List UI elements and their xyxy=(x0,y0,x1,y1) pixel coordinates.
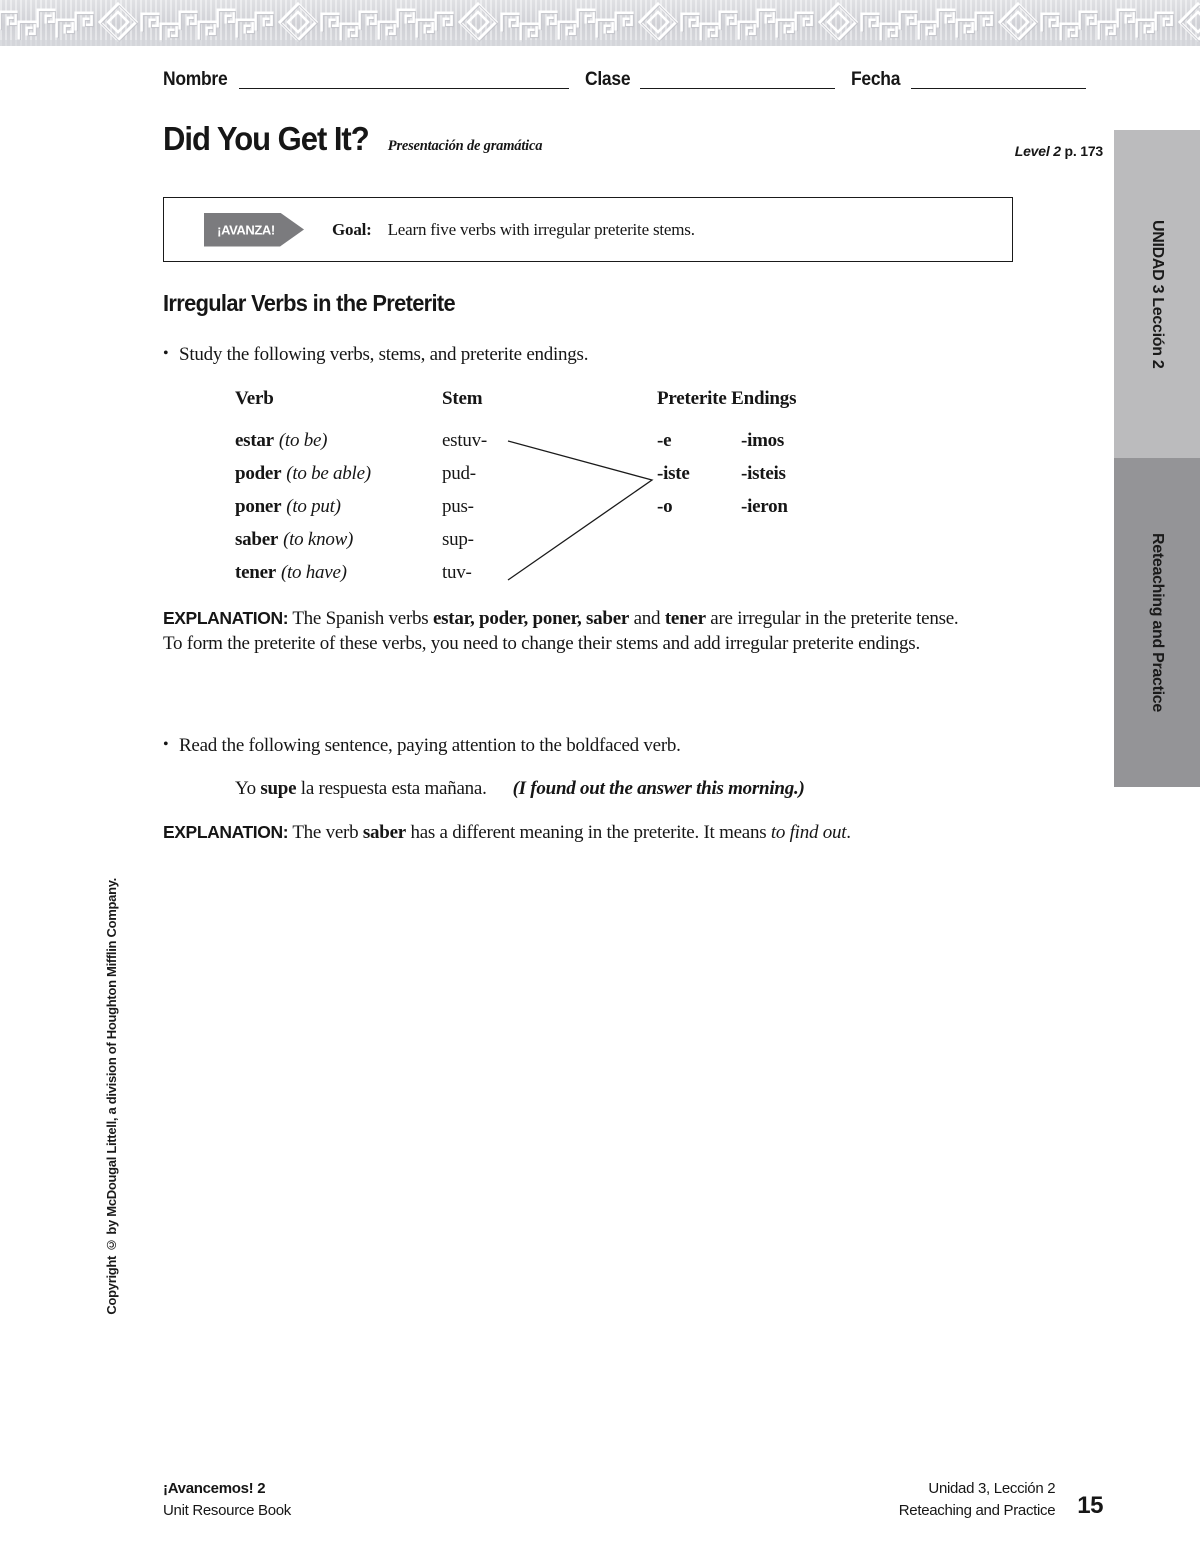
explanation-1-verb-last: tener xyxy=(664,608,706,629)
decorative-header-band xyxy=(0,0,1200,46)
table-row xyxy=(235,562,875,595)
avanza-badge-label: ¡AVANZA! xyxy=(217,222,275,237)
footer-book-subtitle: Unit Resource Book xyxy=(163,1501,291,1519)
explanation-2 xyxy=(163,820,978,845)
table-row xyxy=(235,430,875,463)
nombre-input-line[interactable] xyxy=(239,74,569,89)
preterite-ending-1: -e xyxy=(657,430,672,451)
footer-unit-lesson: Unidad 3, Lección 2 xyxy=(928,1480,1056,1497)
instruction-bullet-2-text: Read the following sentence, paying attention to the boldfaced verb. xyxy=(179,735,681,756)
explanation-1-part-1: The Spanish verbs xyxy=(288,608,433,629)
verb-stem: pud- xyxy=(442,463,476,484)
example-sentence xyxy=(235,778,805,800)
verb-gloss: (to be) xyxy=(278,430,328,451)
preterite-ending-1: -o xyxy=(657,496,673,517)
footer-right xyxy=(899,1478,1056,1522)
title-row xyxy=(163,122,1103,162)
explanation-1-part-3: are irregular in the preterite tense. To form the preterite of these verbs, you need to change their stems and add irregular preterite endings. xyxy=(163,608,959,655)
explanation-2-part-1: The verb xyxy=(288,822,363,843)
bullet-dot-icon: • xyxy=(163,736,169,753)
footer-right-wrap xyxy=(899,1478,1103,1522)
example-spanish xyxy=(235,778,487,799)
table-row xyxy=(235,496,875,529)
aztec-key-pattern-icon xyxy=(0,0,1200,46)
nombre-label: Nombre xyxy=(163,69,228,90)
verb-gloss: (to be able) xyxy=(286,463,371,484)
avanza-badge-icon xyxy=(204,213,304,247)
fecha-label: Fecha xyxy=(851,69,901,90)
side-tab-unit xyxy=(1114,130,1200,458)
explanation-1-verbs: estar, poder, poner, saber xyxy=(432,608,630,629)
explanation-2-italic-end: to find out xyxy=(770,822,847,843)
level-label: Level 2 xyxy=(1014,143,1061,159)
verb-table-header-row xyxy=(235,388,875,410)
preterite-ending-2: -ieron xyxy=(741,496,788,517)
footer-book-title: ¡Avancemos! 2 xyxy=(163,1480,266,1497)
side-tab-section xyxy=(1114,458,1200,787)
verb-gloss: (to know) xyxy=(283,529,354,550)
preterite-ending-2: -imos xyxy=(741,430,785,451)
example-spanish-bold-verb: supe xyxy=(260,778,297,799)
verb-stem: estuv- xyxy=(442,430,487,451)
verb-name: saber xyxy=(235,529,279,550)
instruction-bullet-1-text: Study the following verbs, stems, and preterite endings. xyxy=(179,344,589,365)
goal-box xyxy=(163,197,1013,262)
table-row xyxy=(235,463,875,496)
example-english-translation: (I found out the answer this morning.) xyxy=(512,778,805,799)
explanation-1-tag: EXPLANATION: xyxy=(163,608,289,628)
student-info-row xyxy=(163,70,1103,89)
column-header-stem: Stem xyxy=(442,388,483,409)
level-page: p. 173 xyxy=(1064,143,1103,159)
level-reference xyxy=(1015,143,1103,159)
explanation-2-verb: saber xyxy=(362,822,406,843)
verb-gloss: (to put) xyxy=(286,496,341,517)
verb-name: poder xyxy=(235,463,282,484)
page-footer xyxy=(163,1478,1103,1522)
example-spanish-before: Yo xyxy=(235,778,261,799)
footer-left xyxy=(163,1478,291,1522)
verb-gloss: (to have) xyxy=(280,562,347,583)
copyright-notice xyxy=(104,845,119,1315)
page-subtitle: Presentación de gramática xyxy=(387,138,543,154)
page-title: Did You Get It? xyxy=(163,120,369,157)
verb-stem: pus- xyxy=(442,496,474,517)
verb-name: tener xyxy=(235,562,276,583)
footer-section-name: Reteaching and Practice xyxy=(898,1501,1056,1519)
table-row xyxy=(235,529,875,562)
instruction-bullet-1 xyxy=(163,344,588,366)
fecha-input-line[interactable] xyxy=(911,74,1086,89)
page-number: 15 xyxy=(1077,1492,1103,1519)
copyright-text: Copyright © by McDougal Littell, a division of Houghton Mifflin Company. xyxy=(104,878,119,1315)
explanation-2-tag: EXPLANATION: xyxy=(163,822,289,842)
section-heading: Irregular Verbs in the Preterite xyxy=(163,290,456,316)
column-header-endings: Preterite Endings xyxy=(657,388,797,409)
side-tab-unit-label: UNIDAD 3 Lección 2 xyxy=(1149,219,1166,369)
explanation-1-part-2: and xyxy=(629,608,665,629)
bullet-dot-icon: • xyxy=(163,345,169,362)
goal-text: Learn five verbs with irregular preterite stems. xyxy=(387,219,695,239)
column-header-verb: Verb xyxy=(235,388,274,409)
preterite-ending-1: -iste xyxy=(657,463,690,484)
verb-name: poner xyxy=(235,496,282,517)
goal-label: Goal: xyxy=(332,219,372,239)
preterite-ending-2: -isteis xyxy=(741,463,786,484)
instruction-bullet-2 xyxy=(163,735,681,757)
clase-input-line[interactable] xyxy=(640,74,835,89)
clase-label: Clase xyxy=(585,69,631,90)
verb-stem: tuv- xyxy=(442,562,472,583)
verb-name: estar xyxy=(235,430,274,451)
verb-table xyxy=(235,388,875,595)
verb-stem: sup- xyxy=(442,529,474,550)
example-spanish-after: la respuesta esta mañana. xyxy=(296,778,487,799)
explanation-2-part-2: has a different meaning in the preterite. It means xyxy=(405,822,771,843)
side-tab-section-label: Reteaching and Practice xyxy=(1149,533,1166,712)
explanation-1 xyxy=(163,606,978,657)
explanation-2-period: . xyxy=(846,822,851,843)
